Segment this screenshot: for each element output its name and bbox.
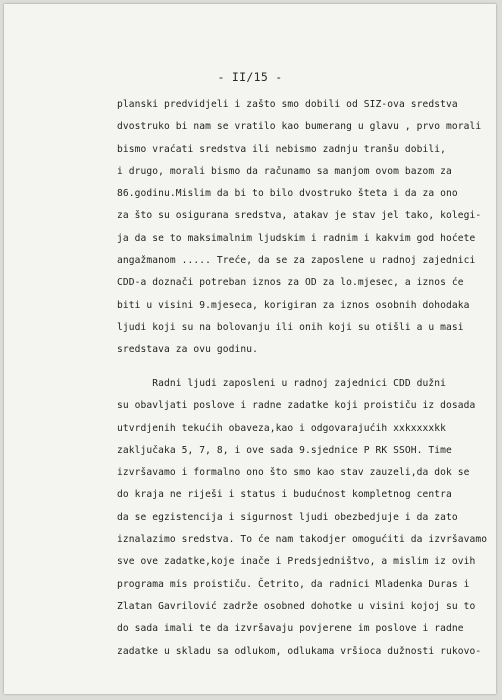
text-line: dvostruko bi nam se vratilo kao bumerang u glavu , prvo morali: [117, 121, 482, 133]
text-line: programa mis proističu. Četrito, da radnici Mladenka Duras i: [117, 578, 470, 590]
text-line: za što su osigurana sredstva, atakav je stav jel tako, kolegi-: [117, 210, 482, 222]
text-line: ljudi koji su na bolovanju ili onih koji su otišli a u masi: [117, 321, 464, 333]
text-line: do sada imali te da izvršavaju povjerene im poslove i radne: [117, 623, 464, 635]
text-line: biti u visini 9.mjeseca, korigiran za iznos osobnih dohodaka: [117, 299, 470, 311]
text-line: sve ove zadatke,koje inače i Predsjedništvo, a mislim iz ovih: [117, 556, 476, 568]
text-line: CDD-a doznači potreban iznos za OD za lo.mjesec, a iznos će: [117, 277, 464, 289]
text-line: sredstava za ovu godinu.: [117, 344, 259, 356]
text-line: planski predvidjeli i zašto smo dobili od SIZ-ova sredstva: [117, 99, 458, 110]
text-line: su obavljati poslove i radne zadatke koji proističu iz dosada: [117, 400, 476, 412]
text-line: ja da se to maksimalnim ljudskim i radnim i kakvim god hoćete: [117, 232, 476, 244]
paragraph-2: [117, 373, 487, 663]
text-line: iznalazimo sredstva. To će nam takodjer omogućiti da izvršavamo: [117, 534, 488, 546]
text-line: utvrdjenih tekućih obaveza,kao i odgovarajućih xxkxxxxkk: [117, 422, 447, 434]
text-line: bismo vraćati sredstva ili nebismo zadnju tranšu dobili,: [117, 143, 447, 155]
text-line: izvršavamo i formalno ono što smo kao stav zauzeli,da dok se: [117, 467, 470, 479]
text-line: Radni ljudi zaposleni u radnoj zajednici CDD dužni: [117, 378, 447, 389]
text-line: zaključaka 5, 7, 8, i ove sada 9.sjednice P RK SSOH. Time: [117, 444, 452, 456]
document-page: [4, 4, 496, 694]
text-line: da se egzistencija i sigurnost ljudi obezbedjuje i da zato: [117, 511, 458, 523]
text-line: Zlatan Gavrilović zadrže osobned dohotke u visini kojoj su to: [117, 600, 476, 612]
paragraph-1: [117, 94, 487, 362]
page-number: - II/15 -: [217, 70, 283, 84]
text-line: i drugo, morali bismo da računamo sa manjom ovom bazom za: [117, 165, 452, 177]
text-line: 86.godinu.Mislim da bi to bilo dvostruko šteta i da za ono: [117, 188, 458, 200]
text-line: angažmanom ..... Treće, da se za zaposlene u radnoj zajednici: [117, 255, 476, 267]
text-line: do kraja ne riješi i status i budućnost kompletnog centra: [117, 489, 452, 501]
text-line: zadatke u skladu sa odlukom, odlukama vršioca dužnosti rukovo-: [117, 645, 482, 657]
